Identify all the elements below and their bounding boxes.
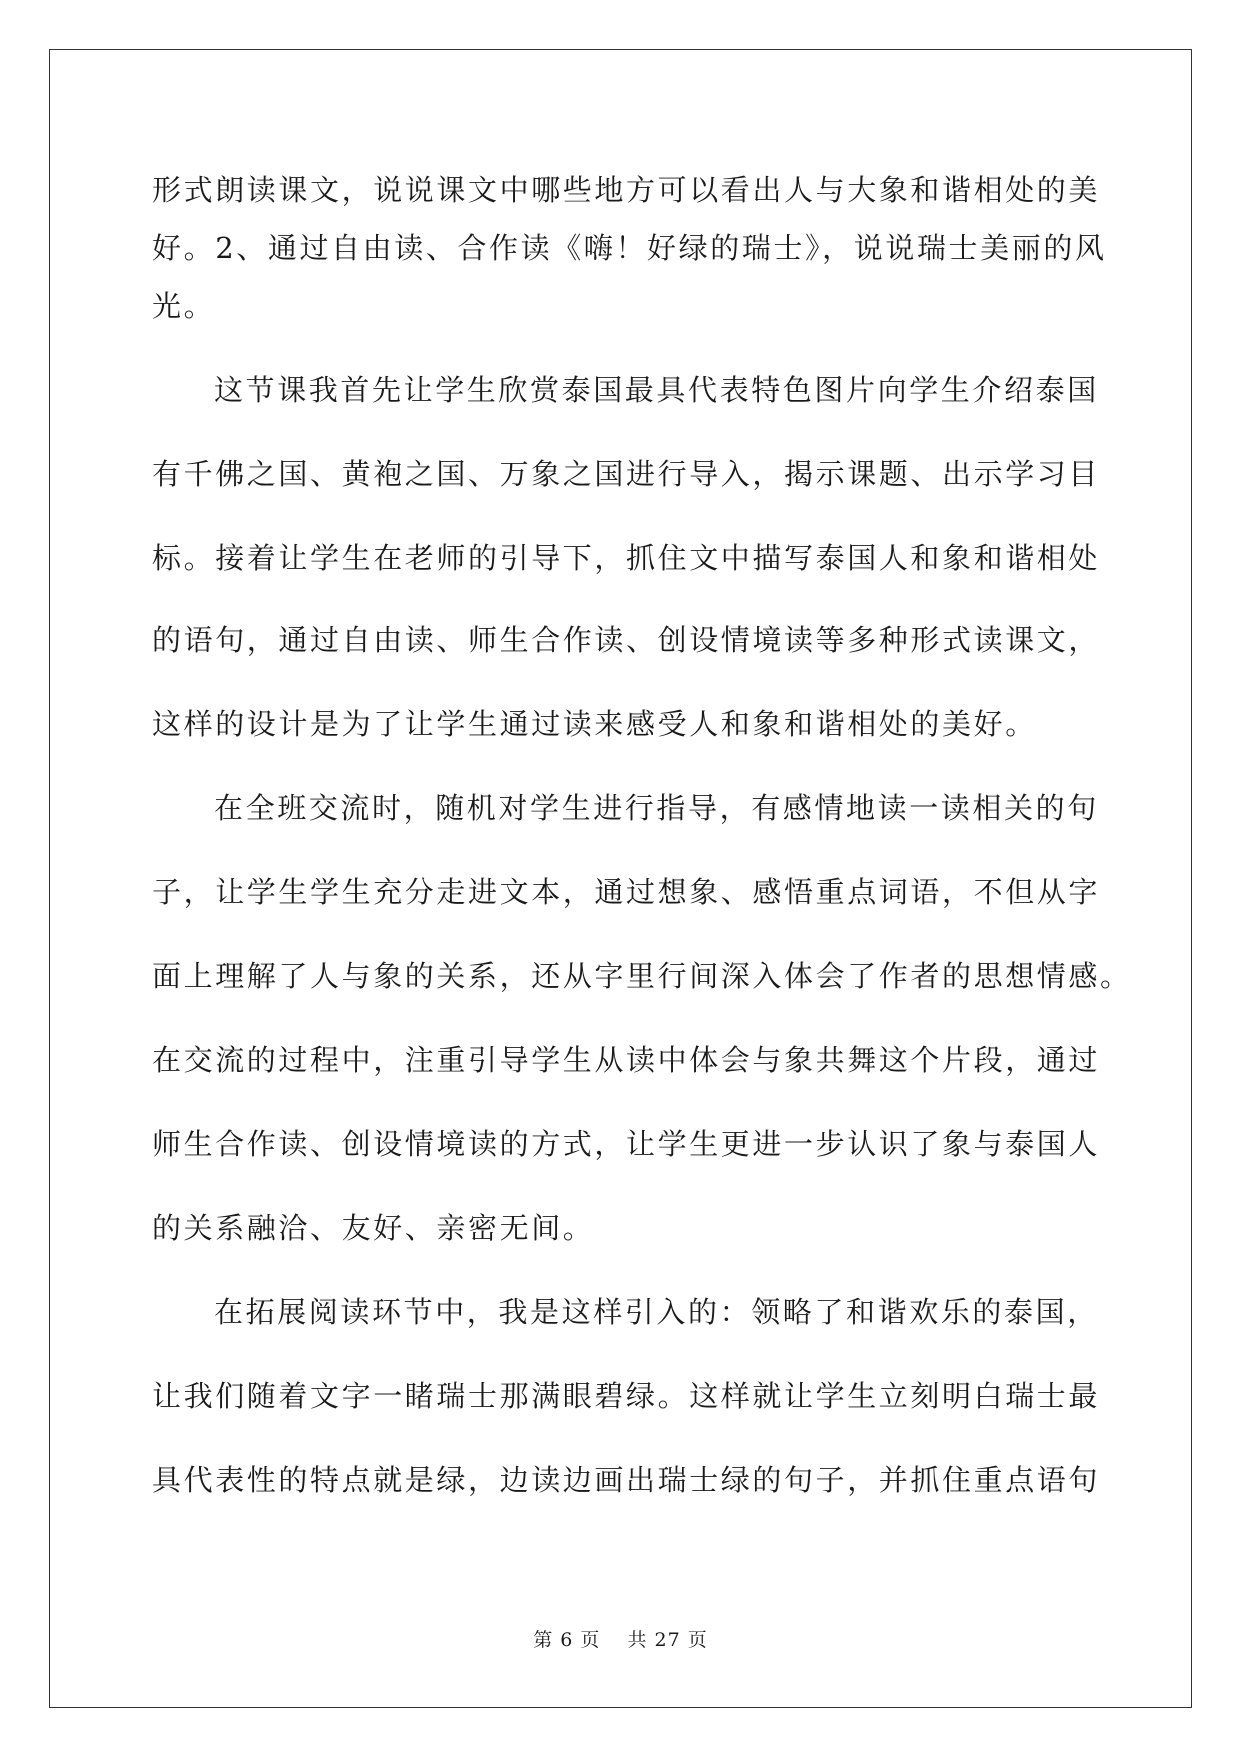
text-line: 让我们随着文字一睹瑞士那满眼碧绿。这样就让学生立刻明白瑞士最 [152, 1379, 1101, 1413]
page-number-footer: 第 6 页 共 27 页 [533, 1629, 708, 1651]
text-line: 的语句，通过自由读、师生合作读、创设情境读等多种形式读课文， [152, 623, 1101, 657]
text-line: 的关系融洽、友好、亲密无间。 [152, 1211, 595, 1245]
text-line: 面上理解了人与象的关系，还从字里行间深入体会了作者的思想情感。 [152, 959, 1132, 993]
paragraph-first-line: 这节课我首先让学生欣赏泰国最具代表特色图片向学生介绍泰国 [214, 373, 1099, 407]
text-line: 具代表性的特点就是绿，边读边画出瑞士绿的句子，并抓住重点语句 [152, 1463, 1101, 1497]
text-line: 子，让学生学生充分走进文本，通过想象、感悟重点词语，不但从字 [152, 875, 1101, 909]
text-line: 好。2、通过自由读、合作读《嗨！好绿的瑞士》，说说瑞士美丽的风 [152, 231, 1107, 265]
text-line: 在交流的过程中，注重引导学生从读中体会与象共舞这个片段，通过 [152, 1043, 1101, 1077]
text-line: 标。接着让学生在老师的引导下，抓住文中描写泰国人和象和谐相处 [152, 541, 1101, 575]
text-line: 师生合作读、创设情境读的方式，让学生更进一步认识了象与泰国人 [152, 1127, 1101, 1161]
text-line: 形式朗读课文，说说课文中哪些地方可以看出人与大象和谐相处的美 [152, 173, 1101, 207]
text-line: 光。 [152, 289, 216, 323]
paragraph-first-line: 在全班交流时，随机对学生进行指导，有感情地读一读相关的句 [214, 791, 1099, 825]
text-line: 这样的设计是为了让学生通过读来感受人和象和谐相处的美好。 [152, 707, 1037, 741]
paragraph-first-line: 在拓展阅读环节中，我是这样引入的：领略了和谐欢乐的泰国， [214, 1295, 1099, 1329]
text-line: 有千佛之国、黄袍之国、万象之国进行导入，揭示课题、出示学习目 [152, 457, 1101, 491]
